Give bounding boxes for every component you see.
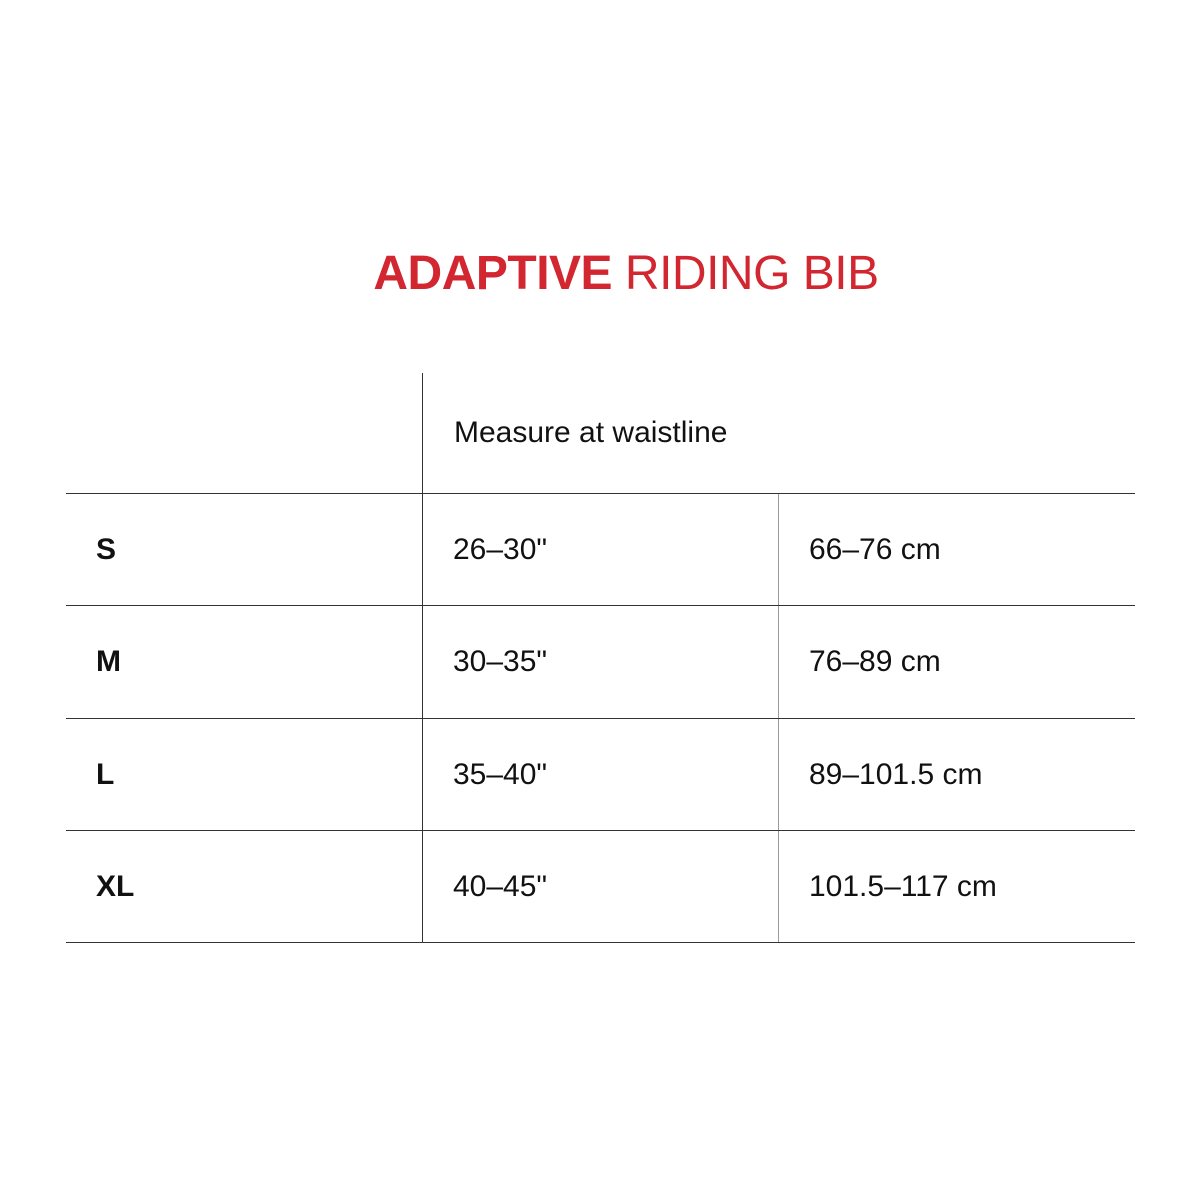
table-row-size: S — [96, 533, 117, 566]
table-row-size: M — [96, 645, 121, 678]
table-header-measure: Measure at waistline — [454, 416, 728, 449]
row-divider — [66, 830, 1135, 831]
row-divider — [66, 942, 1135, 943]
table-cell-cm: 101.5–117 cm — [809, 870, 997, 903]
row-divider — [66, 493, 1135, 494]
table-cell-cm: 76–89 cm — [809, 645, 941, 678]
row-divider — [66, 605, 1135, 606]
table-cell-inches: 35–40" — [453, 758, 548, 791]
title-light: RIDING BIB — [624, 247, 879, 300]
title-bold: ADAPTIVE — [373, 247, 613, 300]
row-divider — [66, 718, 1135, 719]
table-row-size: XL — [96, 870, 135, 903]
page-title — [0, 244, 1200, 304]
table-cell-cm: 89–101.5 cm — [809, 758, 983, 791]
column-divider-size — [422, 373, 423, 943]
table-row-size: L — [96, 758, 115, 791]
table-cell-inches: 26–30" — [453, 533, 548, 566]
table-cell-inches: 40–45" — [453, 870, 548, 903]
table-cell-cm: 66–76 cm — [809, 533, 941, 566]
table-cell-inches: 30–35" — [453, 645, 548, 678]
